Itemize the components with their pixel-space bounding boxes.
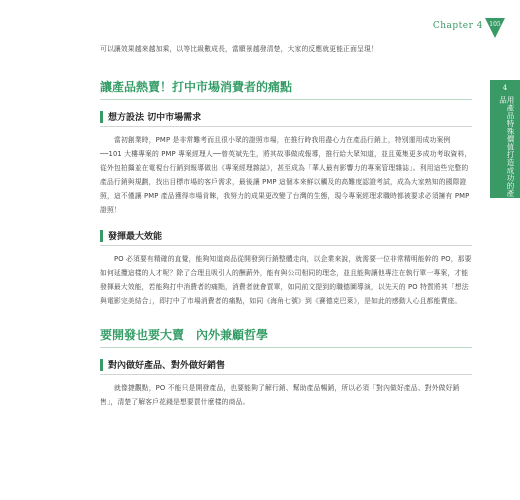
chapter-header <box>395 18 505 42</box>
subsection-marker <box>100 230 103 242</box>
subsection-title-text: 想方設法 切中市場需求 <box>108 113 202 123</box>
chapter-label-text: Chapter 4 <box>432 21 483 31</box>
side-tab-text: 用產品特殊價值打造成功的產品 <box>498 96 515 198</box>
page-number: 105 <box>489 21 501 28</box>
subsection-title-text: 發揮最大效能 <box>108 232 163 242</box>
page-content <box>100 42 472 409</box>
subsection-marker <box>100 359 103 371</box>
subsection-marker <box>100 111 103 123</box>
subsection-paragraph: 就像捷觀點，PO 不能只是開發產品，也要能夠了解行銷、幫助產品暢銷，所以必須「對內做好產品、對外做好銷售」，清楚了解客戶花錢是想要買什麼樣的商品。 <box>100 384 460 406</box>
subsection-title-text: 對內做好產品、對外做好銷售 <box>108 361 226 371</box>
subsection-title <box>100 110 472 127</box>
chapter-side-tab <box>490 80 520 198</box>
subsection-title <box>100 229 472 246</box>
chapter-marker-icon <box>485 18 505 38</box>
subsection-paragraph: PO 必須要有精確的直覺，能夠知道商品從開發到行銷整體走向，以企業來說，就需要一位非常精明能幹的 PO，那要如何延攬這樣的人才呢？除了合理且吸引人的酬薪外，能有與公司相同的理念，並且能夠讓他專注在執行單一專案，才能發揮最大效能，若能夠打中消費者的痛點，消費者就會買單，如同前文提到的職德圖導演，以先天的 PO 特質將其「想法與電影完美結合」，即打中了市場消費者的痛點，如同《海角七號》到《賽德克巴萊》，是如此的感動人心且都能賣座。 <box>100 255 472 305</box>
subsection-title <box>100 358 472 375</box>
side-tab-number: 4 <box>502 84 508 92</box>
subsection-paragraph: 當初創業時，PMP 是非常難考而且很小眾的證照市場，在推行時我用盡心力在產品行銷上，特別運用成功案例──101 大樓專案的 PMP 專案經理人──曾英斌先生，將其故事做成報導，推行給大眾知道，並且蒐集更多成功考取資料，從外包拍攝並在電視台行銷到報導做出《專案經理雜誌》，甚至成為「華人最有影響力的專案管理雜誌」。利用這些完整的產品行銷與規劃，找出目標市場的客戶需求，最後讓 PMP 這個本來鮮以觸及的高難度認證考試，成為大家熟知的國際證照，這不僅讓 PMP 產品獲得市場肯睞，我努力的成果更改變了台灣的生態，現今專案經理求職時都被要求必須擁有 PMP 證照！ <box>100 136 472 214</box>
chapter-label <box>433 21 483 31</box>
section-title: 要開發也要大賣 內外兼顧哲學 <box>100 326 472 348</box>
intro-paragraph: 可以讓效果越來越加乘，以等比級數成長，當願景越發清楚，大家的反應就更能正面呈現！ <box>100 45 378 53</box>
section-title: 讓產品熱賣！打中市場消費者的痛點 <box>100 78 472 100</box>
